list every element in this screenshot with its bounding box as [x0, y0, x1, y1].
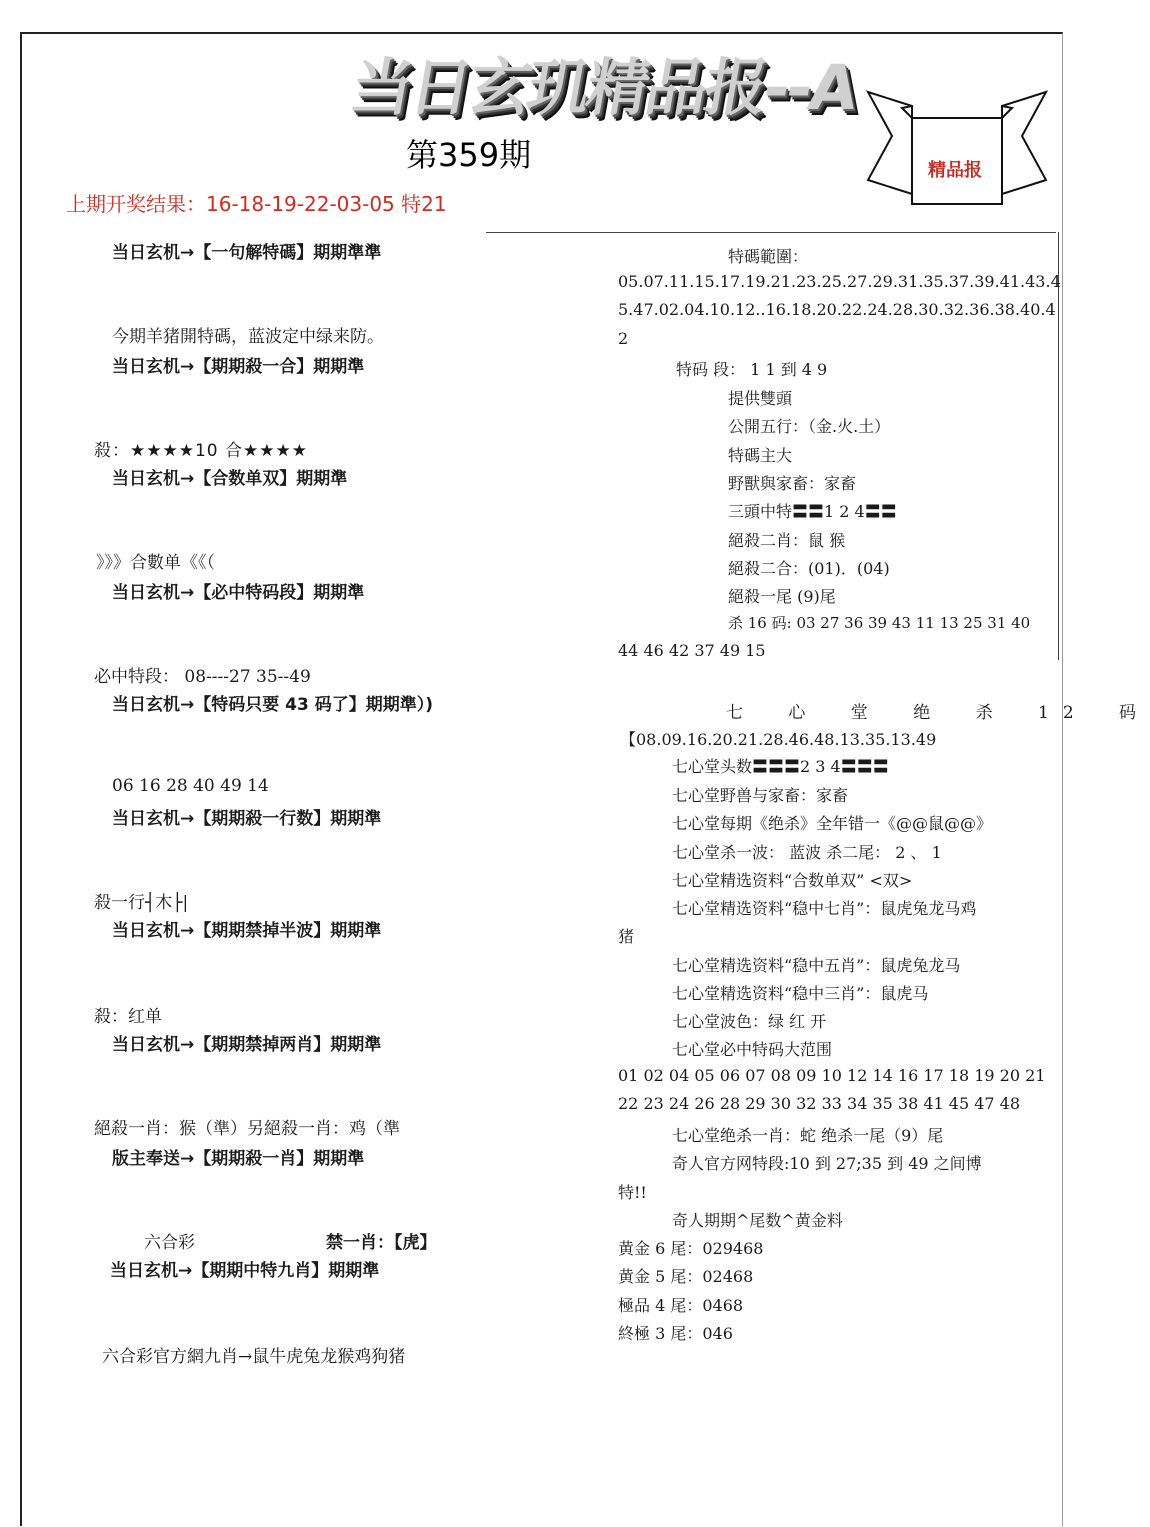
section-heading: 当日玄机→【特码只要 43 码了】期期準）): [112, 695, 434, 715]
gold-line: 黄金 6 尾：029468: [618, 1239, 764, 1258]
info-line: 七心堂精选资料“合数单双” <双>: [672, 871, 913, 890]
gold-line: 黄金 5 尾：02468: [618, 1267, 754, 1286]
range-title: 特碼範圍：: [728, 247, 809, 266]
issue-number: 第359期: [406, 136, 532, 174]
section-body: 今期羊猪開特碼，蓝波定中绿来防。: [112, 327, 384, 347]
section-body: 絕殺一肖：猴（準）另絕殺一肖：鸡（準: [94, 1119, 400, 1139]
info-line: 七心堂野兽与家畜：家畜: [672, 786, 849, 805]
section-heading: 当日玄机→【期期禁掉半波】期期準: [112, 921, 382, 941]
section-heading: 当日玄机→【期期中特九肖】期期準: [110, 1261, 380, 1281]
info-line: 三頭中特〓〓1 2 4〓〓: [728, 502, 897, 521]
section-heading: 当日玄机→【期期禁掉两肖】期期準: [112, 1035, 382, 1055]
info-line: 猪: [618, 927, 635, 946]
info-line: 44 46 42 37 49 15: [618, 641, 766, 660]
info-line: 杀 16 码: 03 27 36 39 43 11 13 25 31 40: [728, 614, 1031, 632]
kill-title: 七 心 堂 绝 杀 12 码: [726, 703, 1150, 723]
gold-title: 奇人期期^尾数^黄金料: [672, 1211, 843, 1230]
section-heading: 当日玄机→【合数单双】期期準: [112, 469, 348, 489]
section-heading: 当日玄机→【期期殺一合】期期準: [112, 357, 365, 377]
range-line: 5.47.02.04.10.12..16.18.20.22.24.28.30.32.36.38.40.4: [618, 300, 1056, 319]
divider: [486, 232, 1056, 233]
section-body: 六合彩官方網九肖→鼠牛虎兔龙猴鸡狗猪: [102, 1347, 406, 1367]
info-line: 奇人官方网特段:10 到 27;35 到 49 之间博: [672, 1154, 982, 1173]
info-line: 公開五行：（金.火.土）: [728, 417, 891, 436]
info-line: 七心堂精选资料“稳中五肖”：鼠虎兔龙马: [672, 956, 961, 975]
info-line: 絕殺一尾 (9)尾: [728, 587, 836, 606]
section-body: 禁一肖：【虎】: [326, 1233, 437, 1253]
section-body: 必中特段： 08----27 35--49: [94, 667, 311, 687]
badge-label: 精品报: [928, 160, 982, 181]
gold-line: 終極 3 尾：046: [618, 1324, 733, 1343]
segment: 特码 段： 1 1 到 4 9: [676, 360, 828, 379]
kill-numbers: 【08.09.16.20.21.28.46.48.13.35.13.49: [620, 730, 937, 749]
info-line: 特碼主大: [728, 446, 793, 465]
info-line: 七心堂精选资料“稳中七肖”：鼠虎兔龙马鸡: [672, 899, 977, 918]
section-body: 06 16 28 40 49 14: [112, 776, 269, 796]
info-line: 七心堂头数〓〓〓2 3 4〓〓〓: [672, 757, 889, 776]
info-line: 七心堂波色：绿 红 开: [672, 1012, 827, 1031]
info-line: 絕殺二合：(01)．(04): [728, 559, 890, 578]
section-body: 殺一行┤木├|: [94, 893, 189, 913]
info-line: 七心堂杀一波： 蓝波 杀二尾： 2 、 1: [672, 843, 942, 862]
range-line: 05.07.11.15.17.19.21.23.25.27.29.31.35.37.39.41.43.4: [618, 272, 1061, 291]
section-heading: 当日玄机→【一句解特碼】期期準準: [112, 243, 382, 263]
info-line: 特!!: [618, 1183, 647, 1202]
divider: [1058, 232, 1059, 660]
info-line: 七心堂绝杀一肖：蛇 绝杀一尾（9）尾: [672, 1126, 944, 1145]
section-heading: 版主奉送→【期期殺一肖】期期準: [112, 1149, 365, 1169]
last-result: 上期开奖结果：16-18-19-22-03-05 特21: [66, 192, 447, 216]
section-body: 殺：★★★★10 合★★★★: [94, 441, 308, 461]
page-title: 当日玄玑精品报--A: [344, 51, 862, 124]
ribbon-badge-icon: [862, 84, 1052, 210]
section-heading: 当日玄机→【期期殺一行数】期期準: [112, 809, 382, 829]
info-line: 提供雙頭: [728, 389, 793, 408]
section-heading: 当日玄机→【必中特码段】期期準: [112, 583, 365, 603]
section-body: 》》》合數单《《（: [96, 553, 215, 573]
info-line: 野獸與家畜：家畜: [728, 474, 857, 493]
range-line: 2: [618, 329, 629, 348]
info-line: 七心堂必中特码大范围: [672, 1040, 833, 1059]
gold-line: 極品 4 尾：0468: [618, 1296, 744, 1315]
info-line: 七心堂精选资料“稳中三肖”：鼠虎马: [672, 984, 929, 1003]
info-line: 絕殺二肖：鼠 猴: [728, 531, 846, 550]
number-range: 22 23 24 26 28 29 30 32 33 34 35 38 41 45 47 48: [618, 1094, 1021, 1113]
section-body: 殺：红单: [94, 1007, 162, 1027]
number-range: 01 02 04 05 06 07 08 09 10 12 14 16 17 18 19 20 21: [618, 1066, 1046, 1085]
section-body: 六合彩: [144, 1233, 195, 1253]
info-line: 七心堂每期《绝杀》全年错一《@@鼠@@》: [672, 814, 993, 833]
